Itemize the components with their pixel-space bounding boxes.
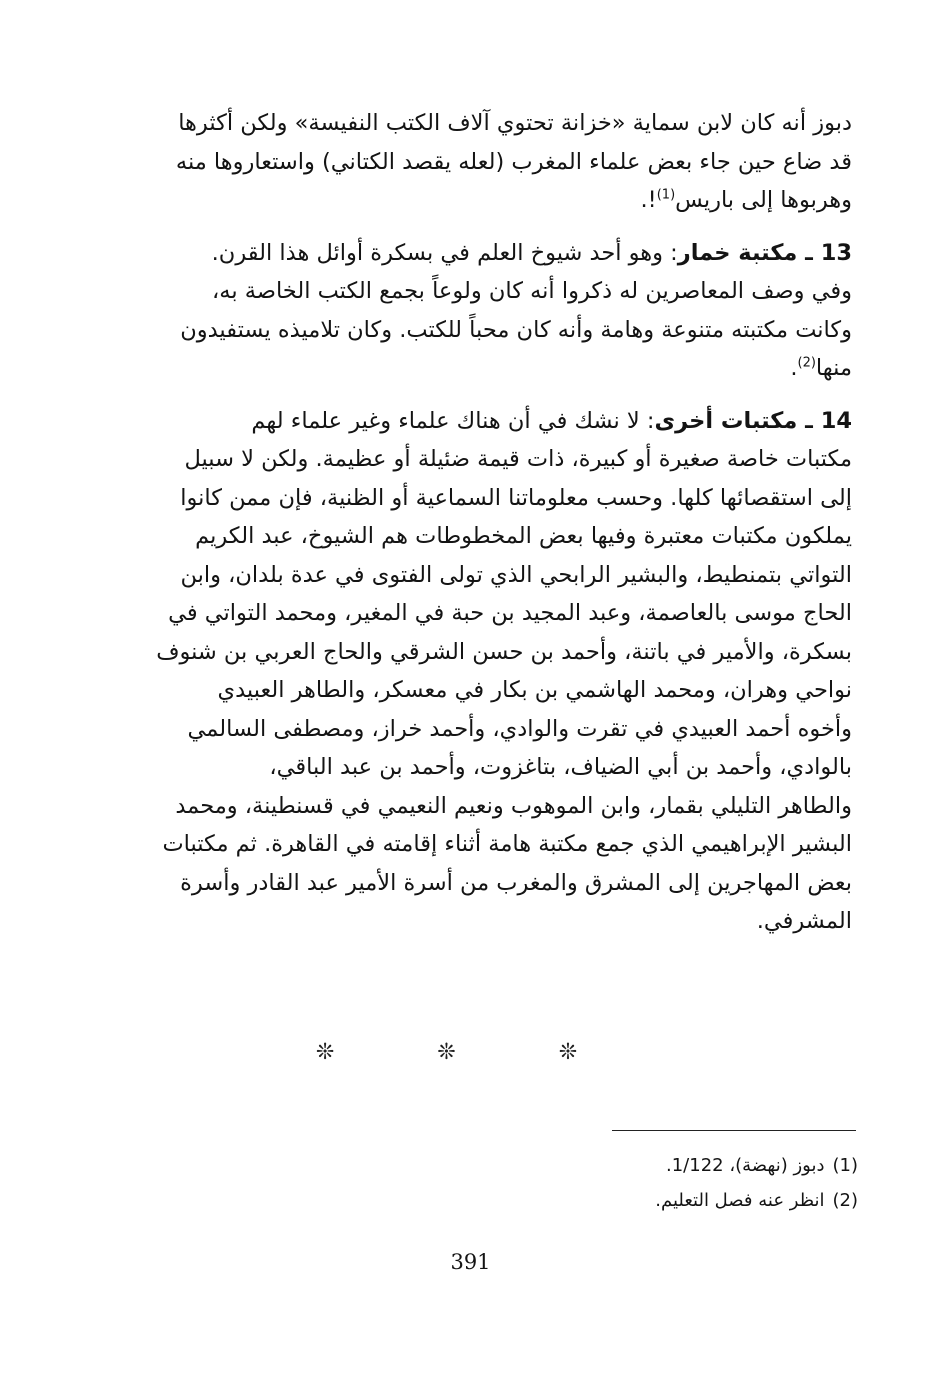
page-body [140,104,852,941]
text-line [140,402,852,441]
text-line: إلى استقصائها كلها. وحسب معلوماتنا السماعية أو الظنية، فإن ممن كانوا [180,484,852,511]
section-separator: ❊ ❊ ❊ [315,1040,626,1065]
footnote-text: دبوز (نهضة)، 1/122. [665,1155,825,1176]
text-line: الحاج موسى بالعاصمة، وعبد المجيد بن حبة في المغير، ومحمد التواتي في [168,600,852,626]
text-line: التواتي بتمنطيط، والبشير الرابحي الذي تولى الفتوى في عدة بلدان، وابن [180,561,852,588]
text-segment: !. [640,187,657,213]
text-line: مكتبات خاصة صغيرة أو كبيرة، ذات قيمة ضئيلة أو عظيمة. ولكن لا سبيل [184,446,852,472]
footnote-reference: (1) [656,187,676,203]
section-heading: 13 ـ مكتبة خمار [677,239,852,266]
text-line: يملكون مكتبات معتبرة وفيها بعض المخطوطات هم الشيوخ، عبد الكريم [195,523,852,549]
text-segment: وهربوها إلى باريس [675,187,852,213]
paragraph-continuation [140,104,852,220]
text-line: المشرفي. [756,908,852,934]
text-line [140,181,852,220]
footnote-number: (2) [832,1190,858,1211]
text-line: بسكرة، والأمير في باتنة، وأحمد بن حسن الشرقي والحاج العربي بن شنوف [156,638,852,665]
paragraph-other-libraries [140,402,852,941]
text-line: بالوادي، وأحمد بن أبي الضياف، بتاغزوت، وأحمد بن عبد الباقي، [269,754,852,780]
footnote-reference: (2) [797,355,816,371]
text-line: دبوز أنه كان لابن سماية «خزانة تحتوي آلاف الكتب النفيسة» ولكن أكثرها [178,110,852,136]
footnote-number: (1) [832,1155,858,1176]
footnote-divider [612,1130,856,1131]
paragraph-khammar-library [140,234,852,388]
footnote-item [560,1183,858,1218]
text-line: وفي وصف المعاصرين له ذكروا أنه كان ولوعاً بجمع الكتب الخاصة به، [212,278,852,304]
text-line: نواحي وهران، ومحمد الهاشمي بن بكار في معسكر، والطاهر العبيدي [217,677,852,703]
footnote-item [560,1148,858,1183]
text-line: قد ضاع حين جاء بعض علماء المغرب (لعله يقصد الكتاني) واستعاروها منه [175,148,852,175]
text-line: وكانت مكتبته متنوعة وهامة وأنه كان محباً للكتب. وكان تلاميذه يستفيدون [180,316,852,343]
text-line [140,349,852,388]
text-line: وأخوه أحمد العبيدي في تقرت والوادي، وأحمد خراز، ومصطفى السالمي [187,715,852,742]
section-heading: 14 ـ مكتبات أخرى [654,407,852,434]
text-line: بعض المهاجرين إلى المشرق والمغرب من أسرة الأمير عبد القادر وأسرة [180,869,852,896]
text-line [140,234,852,273]
page-number: 391 [450,1250,491,1274]
footnote-text: انظر عنه فصل التعليم. [655,1190,825,1211]
text-segment: منها [815,355,852,381]
text-segment: : لا نشك في أن هناك علماء وغير علماء لهم [251,407,655,434]
text-segment: . [790,355,798,381]
text-segment: : وهو أحد شيوخ العلم في بسكرة أوائل هذا القرن. [211,239,678,266]
text-line: البشير الإبراهيمي الذي جمع مكتبة هامة أثناء إقامته في القاهرة. ثم مكتبات [162,831,852,857]
text-line: والطاهر التليلي بقمار، وابن الموهوب ونعيم النعيمي في قسنطينة، ومحمد [175,792,852,819]
footnotes [560,1148,858,1218]
